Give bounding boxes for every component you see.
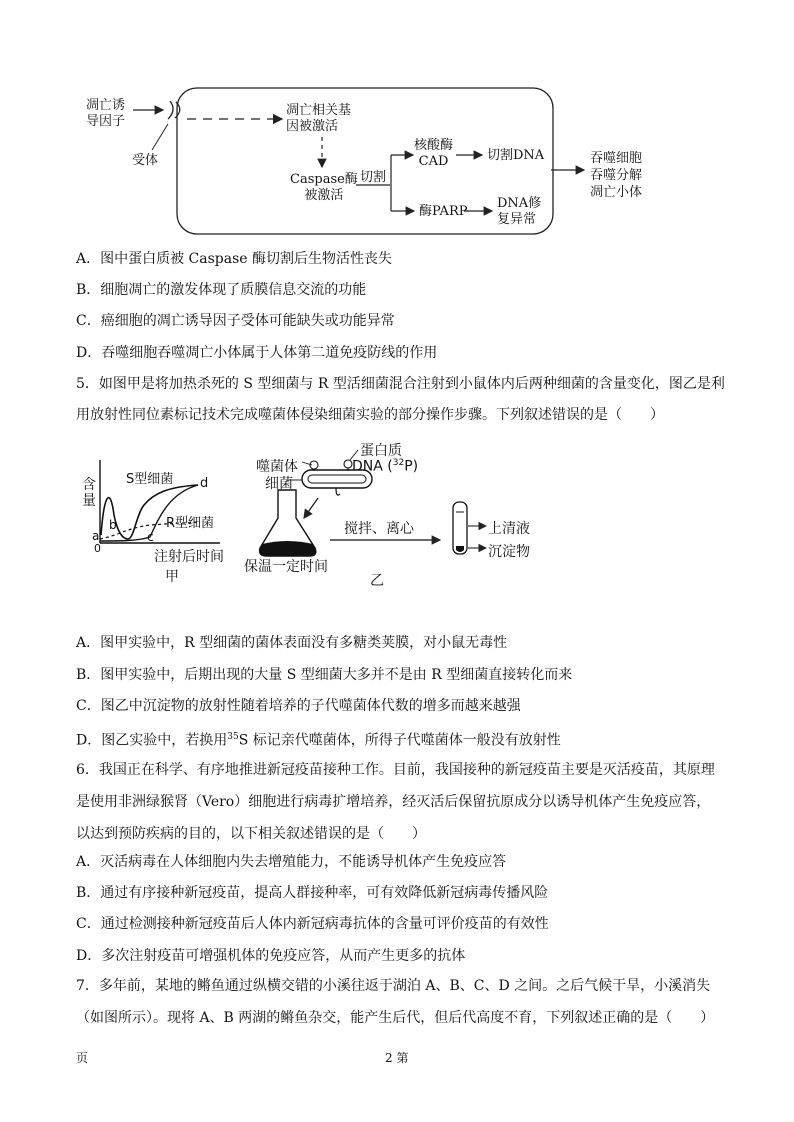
caspase-label: Caspase酶 被激活 [290, 172, 358, 203]
yi-phage-label: 噬菌体 [256, 459, 298, 475]
q5-stem-line1: 5．如图甲是将加热杀死的 S 型细菌与 R 型活细菌混合注射到小鼠体内后两种细菌的含量变化，图乙是利 [76, 376, 725, 392]
jia-ylabel: 含 量 [82, 477, 96, 509]
q4-option-c: C．癌细胞的凋亡诱导因子受体可能缺失或功能异常 [76, 313, 395, 329]
jia-s-label: S型细菌 [126, 472, 174, 487]
yi-bacterium-label: 细菌 [265, 476, 293, 492]
jia-r-label: R型细菌 [166, 516, 215, 531]
yi-supernatant-label: 上清液 [488, 521, 530, 537]
q6-stem: 6．我国正在科学、有序地推进新冠疫苗接种工作。目前，我国接种的新冠疫苗主要是灭活疫苗，其原理是使用非洲绿猴肾（Vero）细胞进行病毒扩增培养，经灭活后保留抗原成分以诱导机体产生免疫应答，以达到预防疾病的目的，以下相关叙述错误的是（ ） [76, 762, 715, 842]
nuclease-label: 核酸酶 CAD [414, 138, 454, 169]
q6-option-c: C．通过检测接种新冠疫苗后人体内新冠病毒抗体的含量可评价疫苗的有效性 [76, 916, 549, 932]
q5-option-d: D．图乙实验中，若换用$^{35}$S 标记亲代噬菌体，所得子代噬菌体一般没有放射性 [76, 732, 561, 749]
cut-dna-label: 切割DNA [487, 148, 545, 163]
phagocyte-label: 吞噬细胞 吞噬分解 凋亡小体 [590, 151, 643, 200]
gene-label: 凋亡相关基 因被激活 [286, 103, 352, 134]
yi-dna-label: DNA ($^{32}$P) [352, 458, 419, 475]
receptor-label: 受体 [132, 153, 159, 168]
q4-option-b: B．细胞凋亡的激发体现了质膜信息交流的功能 [76, 282, 367, 298]
q5-option-c: C．图乙中沉淀物的放射性随着培养的子代噬菌体代数的增多而越来越强 [76, 698, 521, 714]
jia-point-a: a [92, 529, 100, 543]
jia-caption: 甲 [165, 569, 179, 585]
q5-stem-line2: 用放射性同位素标记技术完成噬菌体侵染细菌实验的部分操作步骤。下列叙述错误的是（ ） [76, 407, 664, 423]
parp-label: 酶PARP [419, 204, 468, 219]
yi-caption: 乙 [370, 573, 384, 589]
inducer-label: 凋亡诱 导因子 [86, 98, 126, 129]
q6-option-a: A．灭活病毒在人体细胞内失去增殖能力，不能诱导机体产生免疫应答 [76, 854, 507, 870]
q6-option-b: B．通过有序接种新冠疫苗，提高人群接种率，可有效降低新冠病毒传播风险 [76, 885, 549, 901]
receptor-shape [168, 101, 173, 119]
q4-option-d: D．吞噬细胞吞噬凋亡小体属于人体第二道免疫防线的作用 [76, 345, 438, 361]
q5-option-b: B．图甲实验中，后期出现的大量 S 型细菌大多并不是由 R 型细菌直接转化而来 [76, 667, 573, 683]
dna-repair-label: DNA修 复异常 [497, 196, 542, 227]
yi-stir-label: 搅拌、离心 [344, 521, 414, 537]
jia-xlabel: 注射后时间 [154, 549, 224, 565]
q7-stem: 7．多年前，某地的鳉鱼通过纵横交错的小溪往返于湖泊 A、B、C、D 之间。之后气候干旱，小溪消失（如图所示）。现将 A、B 两湖的鳉鱼杂交，能产生后代，但后代高度不育，下列叙述正确的是（ ） [76, 978, 715, 1026]
yi-incubate-label: 保温一定时间 [244, 559, 328, 575]
q6-option-d: D．多次注射疫苗可增强机体的免疫应答，从而产生更多的抗体 [76, 948, 466, 964]
q5-option-a: A．图甲实验中，R 型细菌的菌体表面没有多糖类荚膜，对小鼠无毒性 [76, 635, 508, 651]
jia-point-c: c [147, 530, 154, 544]
footer-page-number: 2 第 [385, 1051, 409, 1065]
yi-protein-label: 蛋白质 [360, 443, 402, 459]
yi-sediment-label: 沉淀物 [488, 544, 530, 560]
jia-point-d: d [200, 476, 209, 491]
cut-label: 切割 [360, 170, 387, 185]
footer-left: 页 [76, 1051, 89, 1065]
jia-origin: 0 [94, 542, 101, 555]
q4-option-a: A．图中蛋白质被 Caspase 酶切割后生物活性丧失 [76, 251, 393, 267]
jia-point-b: b [109, 518, 117, 532]
